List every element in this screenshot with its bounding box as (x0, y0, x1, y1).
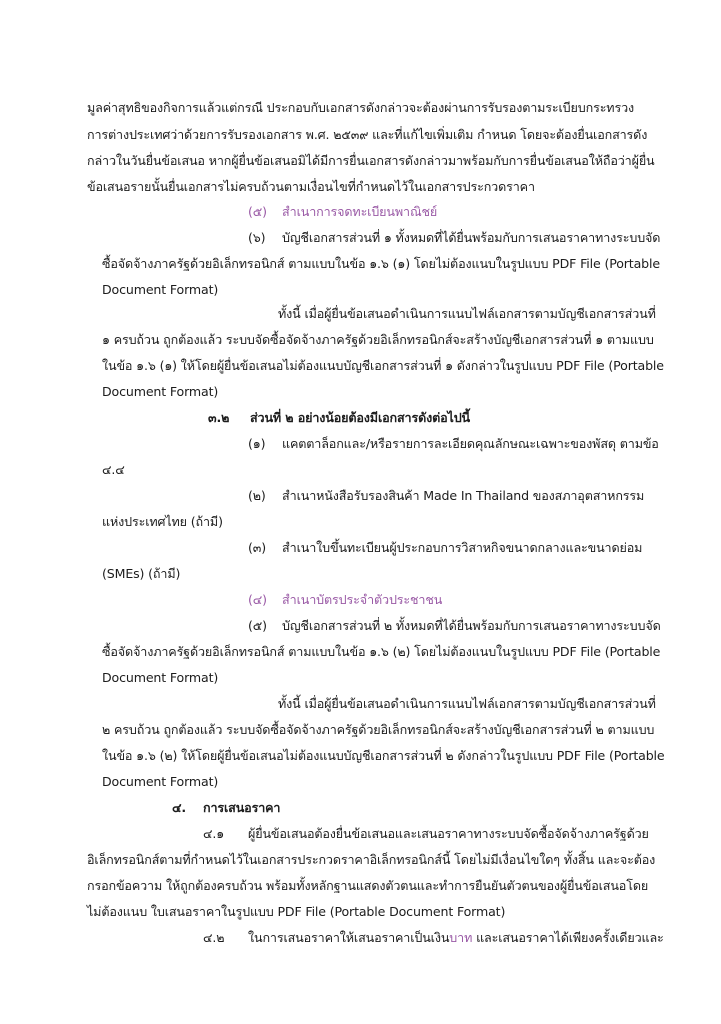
list-item-line: ซื้อจัดจ้างภาครัฐด้วยอิเล็กทรอนิกส์ ตามแบบในข้อ ๑.๖ (๒) โดยไม่ต้องแนบในรูปแบบ PDF File (Portable (102, 644, 661, 659)
note-line: ทั้งนี้ เมื่อผู้ยื่นข้อเสนอดำเนินการแนบไฟล์เอกสารตามบัญชีเอกสารส่วนที่ (278, 696, 656, 711)
subsection-number: ๔.๒ (203, 930, 225, 945)
note-line: ทั้งนี้ เมื่อผู้ยื่นข้อเสนอดำเนินการแนบไฟล์เอกสารตามบัญชีเอกสารส่วนที่ (278, 306, 656, 321)
paragraph-line: ข้อเสนอรายนั้นยื่นเอกสารไม่ครบถ้วนตามเงื่อนไขที่กำหนดไว้ในเอกสารประกวดราคา (87, 179, 535, 194)
paragraph-line: มูลค่าสุทธิของกิจการแล้วแต่กรณี ประกอบกับเอกสารดังกล่าวจะต้องผ่านการรับรองตามระเบียบกระทรวง (87, 100, 634, 115)
paragraph-text: และเสนอราคาได้เพียงครั้งเดียวและ (472, 930, 664, 945)
paragraph-line: ผู้ยื่นข้อเสนอต้องยื่นข้อเสนอและเสนอราคาทางระบบจัดซื้อจัดจ้างภาครัฐด้วย (248, 826, 649, 841)
paragraph-line (248, 929, 664, 947)
list-item-line: แคตตาล็อกและ/หรือรายการละเอียดคุณลักษณะเฉพาะของพัสดุ ตามข้อ (282, 436, 659, 451)
item-number: (๕) (248, 618, 267, 633)
section-number: ๓.๒ (208, 410, 230, 425)
note-line: ๑ ครบถ้วน ถูกต้องแล้ว ระบบจัดซื้อจัดจ้างภาครัฐด้วยอิเล็กทรอนิกส์จะสร้างบัญชีเอกสารส่วนที่ ๑ ตามแบบ (102, 332, 654, 347)
note-line: Document Format) (102, 384, 219, 399)
item-number: (๓) (248, 540, 266, 555)
subsection-number: ๔.๑ (203, 826, 225, 841)
item-number: (๑) (248, 436, 266, 451)
item-number: (๕) (248, 204, 267, 219)
list-item-line: บัญชีเอกสารส่วนที่ ๒ ทั้งหมดที่ได้ยื่นพร้อมกับการเสนอราคาทางระบบจัด (282, 618, 661, 633)
list-item-line: (SMEs) (ถ้ามี) (102, 566, 181, 581)
paragraph-text: ในการเสนอราคาให้เสนอราคาเป็นเงิน (248, 930, 450, 945)
list-item-line: ๔.๔ (102, 462, 125, 477)
paragraph-line: ไม่ต้องแนบ ใบเสนอราคาในรูปแบบ PDF File (Portable Document Format) (87, 904, 506, 919)
list-item-line: Document Format) (102, 282, 219, 297)
list-item-line: สำเนาใบขึ้นทะเบียนผู้ประกอบการวิสาหกิจขนาดกลางและขนาดย่อม (282, 540, 643, 555)
list-item-line: แห่งประเทศไทย (ถ้ามี) (102, 514, 223, 529)
paragraph-line: กรอกข้อความ ให้ถูกต้องครบถ้วน พร้อมทั้งหลักฐานแสดงตัวตนและทำการยืนยันตัวตนของผู้ยื่นข้อเสนอโดย (87, 878, 649, 893)
currency-word: บาท (449, 930, 473, 945)
list-item-line: บัญชีเอกสารส่วนที่ ๑ ทั้งหมดที่ได้ยื่นพร้อมกับการเสนอราคาทางระบบจัด (282, 230, 661, 245)
item-number: (๒) (248, 488, 266, 503)
item-number: (๖) (248, 230, 266, 245)
note-line: Document Format) (102, 774, 219, 789)
list-item-line: Document Format) (102, 670, 219, 685)
note-line: ในข้อ ๑.๖ (๒) ให้โดยผู้ยื่นข้อเสนอไม่ต้องแนบบัญชีเอกสารส่วนที่ ๒ ดังกล่าวในรูปแบบ PDF File (Portable (102, 748, 665, 763)
list-item-id-card: สำเนาบัตรประจำตัวประชาชน (282, 592, 443, 607)
list-item-line: สำเนาหนังสือรับรองสินค้า Made In Thailand ของสภาอุตสาหกรรม (282, 488, 645, 503)
section-heading: การเสนอราคา (203, 800, 281, 815)
note-line: ๒ ครบถ้วน ถูกต้องแล้ว ระบบจัดซื้อจัดจ้างภาครัฐด้วยอิเล็กทรอนิกส์จะสร้างบัญชีเอกสารส่วนที่ ๒ ตามแบบ (102, 722, 655, 737)
note-line: ในข้อ ๑.๖ (๑) ให้โดยผู้ยื่นข้อเสนอไม่ต้องแนบบัญชีเอกสารส่วนที่ ๑ ดังกล่าวในรูปแบบ PDF File (Portable (102, 358, 664, 373)
paragraph-line: การต่างประเทศว่าด้วยการรับรองเอกสาร พ.ศ. ๒๕๓๙ และที่แก้ไขเพิ่มเติม กำหนด โดยจะต้องยื่นเอกสารดัง (87, 127, 648, 142)
item-number: (๔) (248, 592, 267, 607)
section-heading: ส่วนที่ ๒ อย่างน้อยต้องมีเอกสารดังต่อไปนี้ (250, 410, 471, 425)
list-item-commercial-registration: สำเนาการจดทะเบียนพาณิชย์ (282, 204, 438, 219)
section-number: ๔. (172, 800, 187, 815)
list-item-line: ซื้อจัดจ้างภาครัฐด้วยอิเล็กทรอนิกส์ ตามแบบในข้อ ๑.๖ (๑) โดยไม่ต้องแนบในรูปแบบ PDF File (Portable (102, 256, 660, 271)
paragraph-line: อิเล็กทรอนิกส์ตามที่กำหนดไว้ในเอกสารประกวดราคาอิเล็กทรอนิกส์นี้ โดยไม่มีเงื่อนไขใดๆ ทั้งสิ้น และจะต้อง (87, 852, 656, 867)
paragraph-line: กล่าวในวันยื่นข้อเสนอ หากผู้ยื่นข้อเสนอมิได้มีการยื่นเอกสารดังกล่าวมาพร้อมกับการยื่นข้อเสนอให้ถือว่าผู้ยื่น (87, 153, 655, 168)
